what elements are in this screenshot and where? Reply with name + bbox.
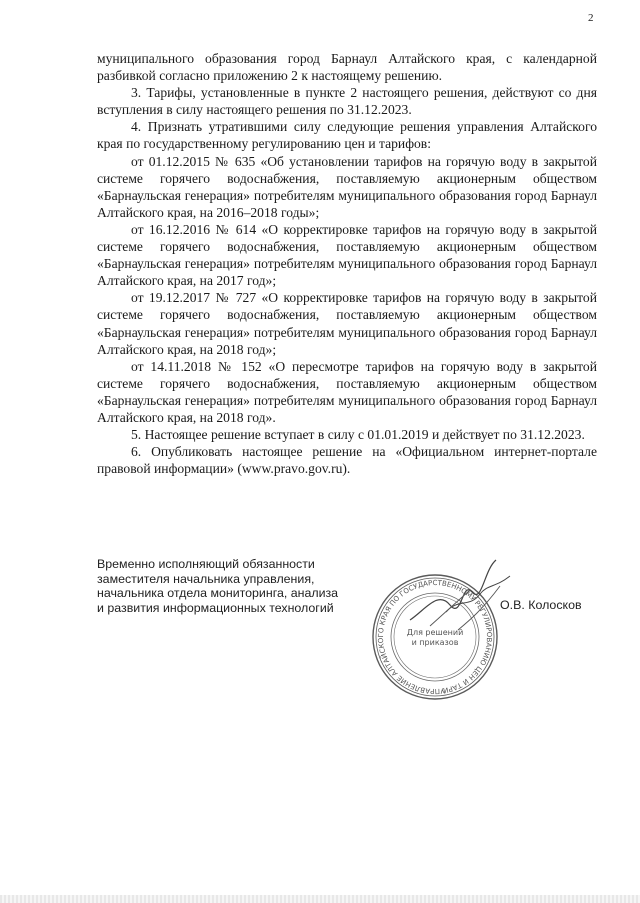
paragraph-item-3: 3. Тарифы, установленные в пункте 2 настоящего решения, действуют со дня вступления в силу настоящего решения по 31.12.2023. bbox=[97, 85, 597, 118]
position-line: и развития информационных технологий bbox=[97, 600, 334, 615]
position-line: заместителя начальника управления, bbox=[97, 571, 315, 586]
paragraph-item-4: 4. Признать утратившими силу следующие решения управления Алтайского края по государственному регулированию цен и тарифов: bbox=[97, 119, 597, 152]
page-number: 2 bbox=[588, 12, 594, 24]
signatory-name: О.В. Колосков bbox=[500, 598, 582, 612]
position-line: Временно исполняющий обязанности bbox=[97, 557, 315, 571]
signatory-position bbox=[97, 557, 397, 615]
position-line: начальника отдела мониторинга, анализа bbox=[97, 586, 339, 601]
seal-center-line2: и приказов bbox=[411, 638, 459, 647]
repealed-decision-614: от 16.12.2016 № 614 «О корректировке тарифов на горячую воду в закрытой системе горячего водоснабжения, поставляемую акционерным обществом «Барнаульская генерация» потребителям муниципального образования город Барнаул Алтайского края, на 2017 год»; bbox=[97, 221, 597, 289]
repealed-decision-635: от 01.12.2015 № 635 «Об установлении тарифов на горячую воду в закрытой системе горячего водоснабжения, поставляемую акционерным обществом «Барнаульская генерация» потребителям муниципального образования город Барнаул Алтайского края, на 2016–2018 годы»; bbox=[97, 153, 597, 220]
paragraph-item-5: 5. Настоящее решение вступает в силу с 01.01.2019 и действует по 31.12.2023. bbox=[131, 427, 585, 443]
seal-ring-text: УПРАВЛЕНИЕ АЛТАЙСКОГО КРАЯ ПО ГОСУДАРСТВЕННОМУ РЕГУЛИРОВАНИЮ ЦЕН И ТАРИФОВ bbox=[376, 578, 494, 696]
document-body bbox=[97, 50, 597, 477]
repealed-decision-152: от 14.11.2018 № 152 «О пересмотре тарифов на горячую воду в закрытой системе горячего водоснабжения, поставляемую акционерным обществом «Барнаульская генерация» потребителям муниципального образования город Барнаул Алтайского края, на 2018 год». bbox=[97, 358, 597, 425]
seal-center-line1: Для решений bbox=[406, 628, 464, 637]
repealed-decision-727: от 19.12.2017 № 727 «О корректировке тарифов на горячую воду в закрытой системе горячего водоснабжения, поставляемую акционерным обществом «Барнаульская генерация» потребителям муниципального образования город Барнаул Алтайского края, на 2018 год»; bbox=[97, 290, 597, 357]
scan-edge-strip bbox=[0, 895, 640, 903]
handwritten-signature-icon bbox=[400, 550, 520, 640]
paragraph-item-6: 6. Опубликовать настоящее решение на «Официальном интернет-портале правовой информации» (www.pravo.gov.ru). bbox=[97, 444, 597, 477]
paragraph-continuation: муниципального образования город Барнаул Алтайского края, с календарной разбивкой согласно приложению 2 к настоящему решению. bbox=[97, 51, 597, 84]
